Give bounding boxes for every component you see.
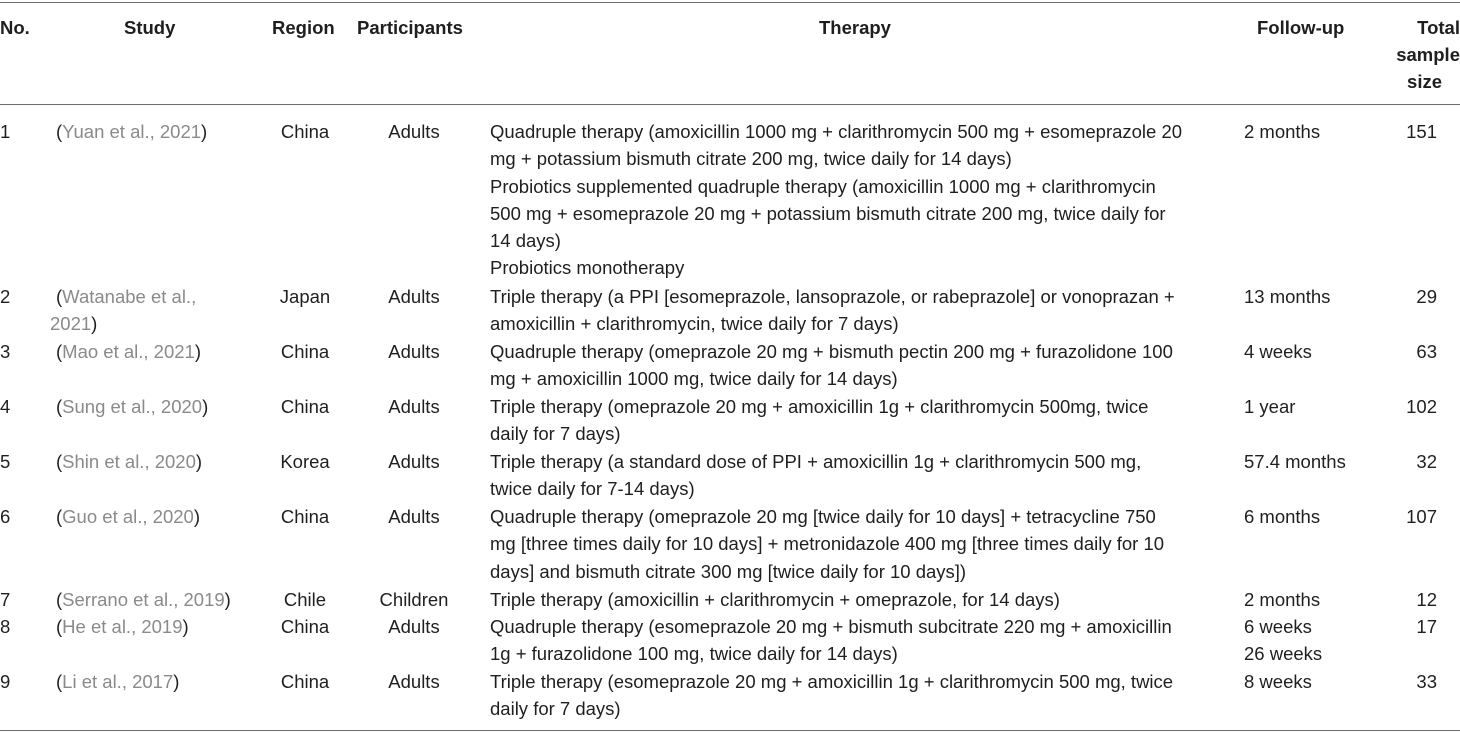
study-line: (Watanabe et al., (56, 286, 197, 307)
cell-participants: Adults (388, 451, 440, 472)
cell-region: China (280, 121, 330, 142)
therapy-line: Triple therapy (a PPI [esomeprazole, lansoprazole, or rabeprazole] or vonoprazan + (490, 286, 1175, 307)
table-top-rule (0, 2, 1460, 3)
cell-total: 151 (1406, 121, 1437, 142)
therapy-line: Triple therapy (omeprazole 20 mg + amoxicillin 1g + clarithromycin 500mg, twice (490, 396, 1149, 417)
therapy-line: days] and bismuth citrate 300 mg [twice daily for 10 days]) (490, 560, 967, 582)
cell-study: (Shin et al., 2020) (56, 451, 203, 472)
cell-total: 107 (1406, 506, 1437, 527)
cell-total: 33 (1416, 671, 1437, 692)
cell-followup: 8 weeks (1244, 671, 1312, 692)
therapy-line: amoxicillin + clarithromycin, twice daily for 7 days) (490, 313, 899, 335)
study-citation-link[interactable]: He et al., 2019 (62, 616, 183, 637)
study-citation-link[interactable]: Guo et al., 2020 (62, 506, 194, 527)
therapy-line: Triple therapy (amoxicillin + clarithromycin + omeprazole, for 14 days) (490, 589, 1060, 610)
cell-study: (Serrano et al., 2019) (56, 589, 231, 610)
header-study: Study (124, 17, 176, 38)
cell-participants: Adults (388, 396, 440, 417)
cell-study: (Li et al., 2017) (56, 671, 180, 692)
study-citation-link[interactable]: Watanabe et al., (62, 286, 197, 307)
study-citation-link[interactable]: Mao et al., 2021 (62, 341, 195, 362)
cell-region: China (280, 341, 330, 362)
therapy-line: Probiotics supplemented quadruple therapy (amoxicillin 1000 mg + clarithromycin (490, 175, 1156, 197)
followup-line: 26 weeks (1244, 643, 1323, 665)
cell-therapy (490, 613, 1172, 668)
cell-therapy (490, 586, 1060, 613)
cell-no: 7 (0, 589, 11, 610)
cell-region: Japan (279, 286, 331, 307)
cell-therapy (490, 448, 1141, 503)
cell-no: 8 (0, 616, 11, 637)
cell-followup: 2 months (1244, 121, 1321, 142)
header-total-line2: sample (1396, 44, 1460, 65)
therapy-line: mg [three times daily for 10 days] + metronidazole 400 mg [three times daily for 10 (490, 533, 1165, 555)
cell-total: 63 (1416, 341, 1437, 362)
cell-total: 29 (1416, 286, 1437, 307)
cell-therapy (490, 503, 1164, 585)
study-line: 2021) (50, 313, 98, 335)
therapy-line: daily for 7 days) (490, 423, 621, 445)
cell-therapy (490, 283, 1175, 338)
followup-line: 6 weeks (1244, 616, 1312, 637)
header-participants: Participants (357, 17, 463, 38)
study-citation-link[interactable]: Shin et al., 2020 (62, 451, 196, 472)
cell-followup: 4 weeks (1244, 341, 1312, 362)
cell-study: (He et al., 2019) (56, 616, 189, 637)
header-region: Region (272, 17, 335, 38)
cell-study: (Sung et al., 2020) (56, 396, 209, 417)
cell-region: China (280, 671, 330, 692)
therapy-line: Triple therapy (esomeprazole 20 mg + amoxicillin 1g + clarithromycin 500 mg, twice (490, 671, 1174, 692)
therapy-line: 500 mg + esomeprazole 20 mg + potassium bismuth citrate 200 mg, twice daily for (490, 202, 1166, 224)
therapy-line: Triple therapy (a standard dose of PPI + amoxicillin 1g + clarithromycin 500 mg, (490, 451, 1142, 472)
header-followup: Follow-up (1257, 17, 1345, 38)
cell-therapy (490, 338, 1173, 393)
header-total-line3: size (1407, 71, 1442, 92)
cell-followup: 57.4 months (1244, 451, 1346, 472)
therapy-line: Probiotics monotherapy (490, 257, 685, 279)
header-therapy: Therapy (819, 17, 891, 38)
cell-total: 102 (1406, 396, 1437, 417)
study-citation-link[interactable]: Li et al., 2017 (62, 671, 174, 692)
therapy-line: 14 days) (490, 230, 561, 252)
study-citation-link[interactable]: Yuan et al., 2021 (62, 121, 202, 142)
therapy-line: mg + potassium bismuth citrate 200 mg, twice daily for 14 days) (490, 148, 1012, 170)
cell-therapy (490, 668, 1173, 723)
cell-study: (Mao et al., 2021) (56, 341, 202, 362)
cell-followup: 2 months (1244, 589, 1321, 610)
cell-no: 2 (0, 286, 11, 307)
cell-therapy (490, 393, 1148, 448)
cell-therapy (490, 118, 1182, 282)
cell-participants: Adults (388, 671, 440, 692)
study-citation-link[interactable]: Serrano et al., 2019 (62, 589, 225, 610)
cell-region: China (280, 396, 330, 417)
header-bottom-rule (0, 104, 1460, 105)
cell-followup: 1 year (1244, 396, 1296, 417)
cell-participants: Children (379, 589, 449, 610)
cell-no: 9 (0, 671, 11, 692)
therapy-line: Quadruple therapy (esomeprazole 20 mg + bismuth subcitrate 220 mg + amoxicillin (490, 616, 1172, 637)
therapy-line: Quadruple therapy (omeprazole 20 mg + bismuth pectin 200 mg + furazolidone 100 (490, 341, 1173, 362)
cell-total: 17 (1416, 616, 1437, 637)
therapy-line: mg + amoxicillin 1000 mg, twice daily for 14 days) (490, 368, 898, 390)
cell-followup: 6 months (1244, 506, 1321, 527)
cell-study: (Yuan et al., 2021) (56, 121, 208, 142)
cell-participants: Adults (388, 616, 440, 637)
cell-study: (Guo et al., 2020) (56, 506, 200, 527)
cell-no: 4 (0, 396, 11, 417)
therapy-line: Quadruple therapy (omeprazole 20 mg [twice daily for 10 days] + tetracycline 750 (490, 506, 1156, 527)
cell-participants: Adults (388, 121, 440, 142)
cell-total: 12 (1416, 589, 1437, 610)
therapy-line: twice daily for 7-14 days) (490, 478, 695, 500)
header-total-sample-size (1380, 14, 1460, 95)
header-no: No. (0, 17, 30, 38)
cell-region: Korea (280, 451, 330, 472)
study-citation-link[interactable]: Sung et al., 2020 (62, 396, 203, 417)
cell-no: 3 (0, 341, 11, 362)
cell-participants: Adults (388, 506, 440, 527)
cell-participants: Adults (388, 341, 440, 362)
cell-followup: 13 months (1244, 286, 1331, 307)
therapy-line: daily for 7 days) (490, 698, 621, 720)
cell-region: Chile (283, 589, 327, 610)
cell-followup (1244, 613, 1322, 668)
table-bottom-rule (0, 730, 1460, 731)
study-citation-link[interactable]: 2021 (50, 313, 92, 335)
cell-region: China (280, 616, 330, 637)
therapy-line: Quadruple therapy (amoxicillin 1000 mg + clarithromycin 500 mg + esomeprazole 20 (490, 121, 1183, 142)
cell-no: 6 (0, 506, 11, 527)
cell-total: 32 (1416, 451, 1437, 472)
header-total-line1: Total (1417, 17, 1460, 38)
cell-no: 5 (0, 451, 11, 472)
therapy-line: 1g + furazolidone 100 mg, twice daily for 14 days) (490, 643, 898, 665)
cell-participants: Adults (388, 286, 440, 307)
cell-study (50, 283, 197, 338)
cell-no: 1 (0, 121, 11, 142)
cell-region: China (280, 506, 330, 527)
